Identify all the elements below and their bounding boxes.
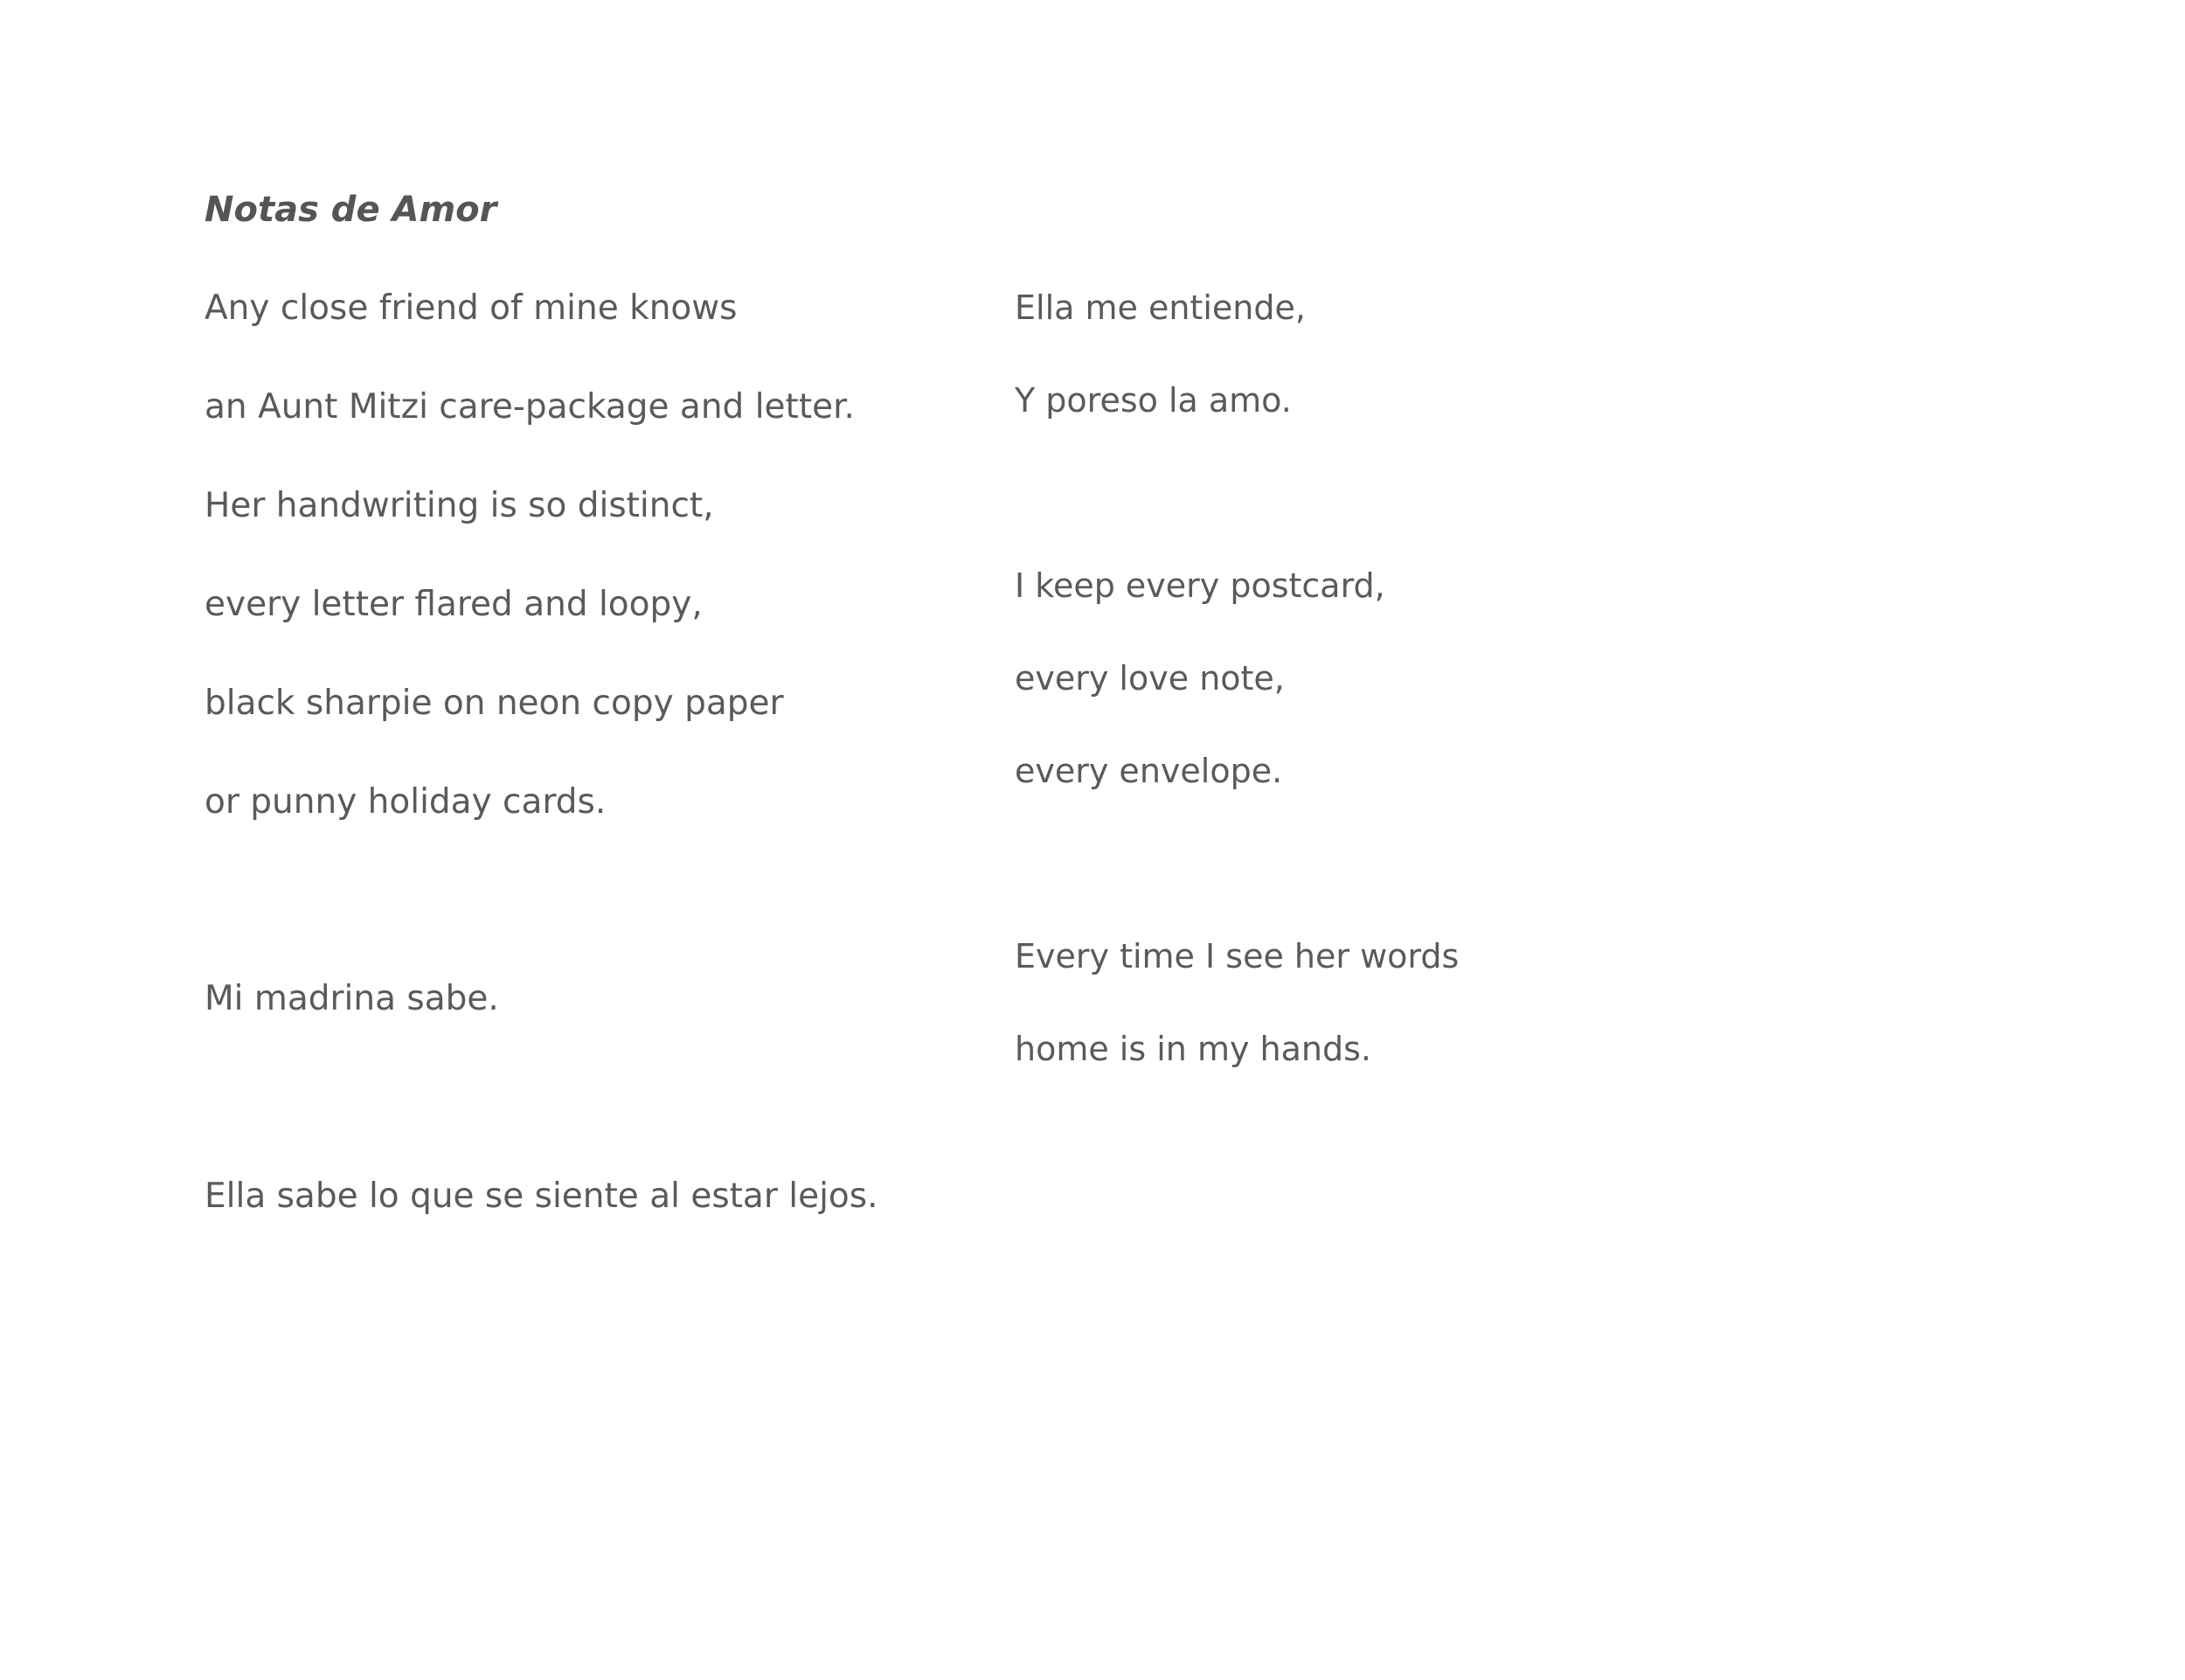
poem-line: Ella me entiende, bbox=[1015, 288, 1306, 327]
poem-line: Y poreso la amo. bbox=[1015, 381, 1292, 420]
poem-line: every envelope. bbox=[1015, 752, 1283, 790]
poem-title: Notas de Amor bbox=[205, 190, 497, 230]
poem-line: home is in my hands. bbox=[1015, 1030, 1371, 1068]
poem-line: Ella sabe lo que se siente al estar lejos. bbox=[205, 1177, 878, 1216]
poem-line: or punny holiday cards. bbox=[205, 782, 607, 822]
poem-line: every love note, bbox=[1015, 659, 1285, 698]
poem-line: black sharpie on neon copy paper bbox=[205, 684, 784, 723]
poem-line: every letter flared and loopy, bbox=[205, 585, 703, 624]
poem-line: I keep every postcard, bbox=[1015, 566, 1385, 605]
poem-line: Mi madrina sabe. bbox=[205, 979, 499, 1018]
poem-line: Any close friend of mine knows bbox=[205, 288, 738, 328]
poem-line: an Aunt Mitzi care-package and letter. bbox=[205, 387, 855, 427]
poem-line: Her handwriting is so distinct, bbox=[205, 486, 714, 525]
poem-line: Every time I see her words bbox=[1015, 937, 1460, 975]
